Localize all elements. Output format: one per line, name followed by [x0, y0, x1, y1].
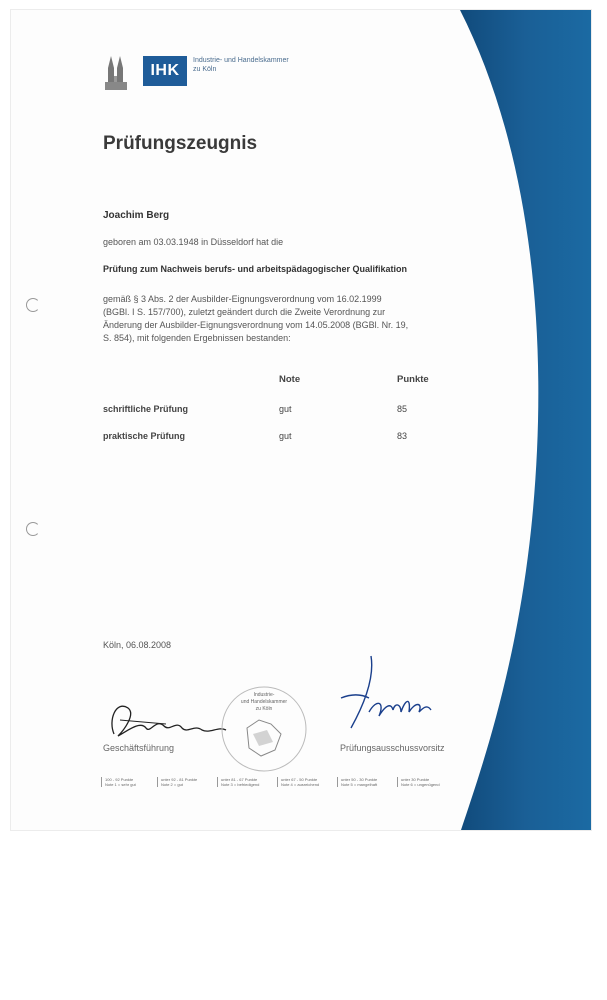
ihk-logo-box: IHK — [143, 56, 187, 86]
grade-scale-item: unter 50 - 30 Punkte Note 5 = mangelhaft — [337, 777, 377, 787]
grade-scale-item: unter 67 - 50 Punkte Note 4 = ausreichend — [277, 777, 319, 787]
grade-scale-item: unter 81 - 67 Punkte Note 3 = befriedigend — [217, 777, 259, 787]
legal-line: gemäß § 3 Abs. 2 der Ausbilder-Eignungsverordnung vom 16.02.1999 — [103, 294, 382, 304]
legal-line: S. 854), mit folgenden Ergebnissen bestanden: — [103, 333, 291, 343]
place-date: Köln, 06.08.2008 — [103, 640, 172, 650]
official-seal — [219, 684, 309, 774]
legal-line: (BGBl. I S. 157/700), zuletzt geändert durch die Zweite Verordnung zur — [103, 307, 386, 317]
seal-text-1: Industrie- — [253, 692, 275, 698]
seal-text-3: zu Köln — [255, 706, 273, 712]
sig-left-label: Geschäftsführung — [103, 743, 175, 753]
certificate-page — [11, 10, 591, 830]
punch-hole-mark — [26, 522, 40, 536]
legal-text — [103, 293, 408, 345]
ihk-logo-text — [193, 56, 289, 74]
logo-line-1: Industrie- und Handelskammer — [193, 57, 289, 64]
candidate-name: Joachim Berg — [103, 210, 170, 221]
seal-text-2: und Handelskammer — [240, 699, 288, 705]
row-note: gut — [279, 431, 292, 441]
grade-scale-item: unter 92 - 81 Punkte Note 2 = gut — [157, 777, 197, 787]
row-punkte: 83 — [397, 431, 408, 441]
row-label: praktische Prüfung — [103, 431, 186, 441]
header-punkte: Punkte — [397, 374, 429, 385]
punch-hole-mark — [26, 298, 40, 312]
cathedral-icon — [103, 54, 139, 90]
signature-right — [331, 650, 441, 735]
row-punkte: 85 — [397, 404, 408, 414]
exam-title: Prüfung zum Nachweis berufs- und arbeitspädagogischer Qualifikation — [103, 264, 408, 274]
row-label: schriftliche Prüfung — [103, 404, 189, 414]
document-title: Prüfungszeugnis — [103, 133, 258, 154]
sig-right-label: Prüfungsausschussvorsitz — [340, 743, 445, 753]
legal-line: Änderung der Ausbilder-Eignungsverordnung vom 14.05.2008 (BGBl. Nr. 19, — [103, 320, 409, 330]
header-note: Note — [279, 374, 301, 385]
grade-scale-item: unter 30 Punkte Note 6 = ungenügend — [397, 777, 440, 787]
grade-scale-item: 100 - 92 Punkte Note 1 = sehr gut — [101, 777, 136, 787]
row-note: gut — [279, 404, 292, 414]
logo-line-2: zu Köln — [193, 66, 217, 73]
birth-line: geboren am 03.03.1948 in Düsseldorf hat die — [103, 237, 284, 247]
signature-left — [106, 690, 236, 745]
